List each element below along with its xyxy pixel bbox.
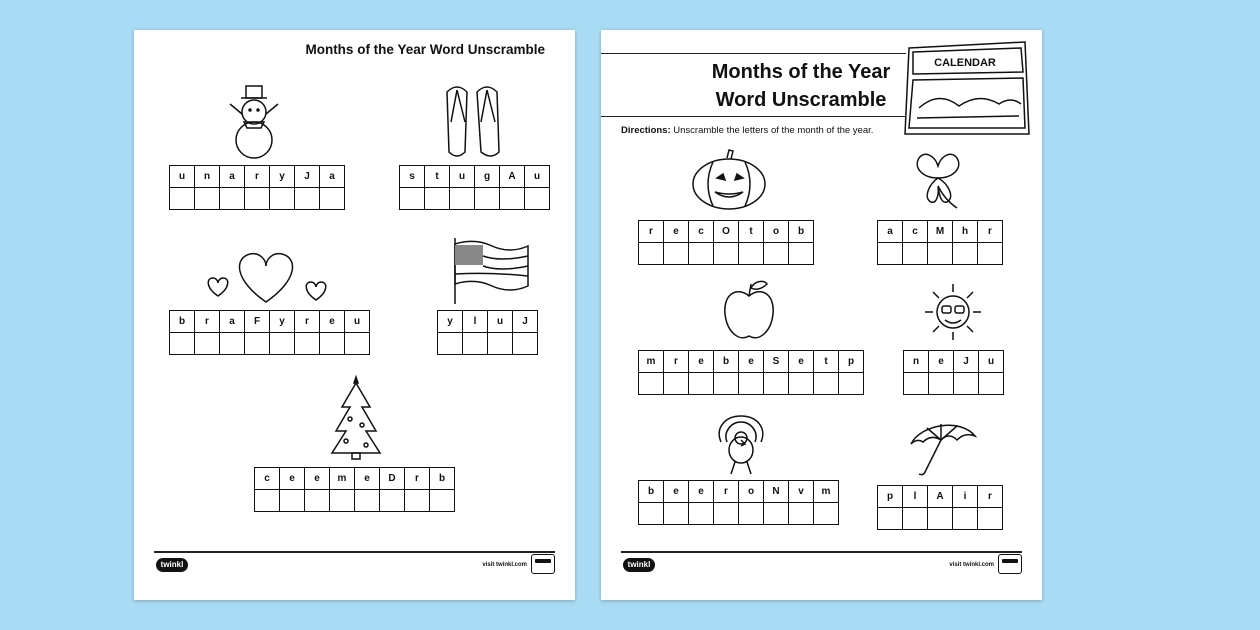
letter-cell: t [739, 221, 764, 243]
scrambled-letters-row [400, 166, 550, 188]
heart-icon [204, 248, 329, 308]
answer-cell[interactable] [220, 188, 245, 210]
calendar-label: CALENDAR [934, 57, 996, 69]
scrambled-letters-row [255, 468, 455, 490]
directions [621, 125, 873, 136]
letter-cell: r [245, 166, 270, 188]
letter-cell: r [664, 351, 689, 373]
letter-cell: c [689, 221, 714, 243]
quality-badge-icon [998, 554, 1022, 574]
letter-cell: u [345, 311, 370, 333]
footer-url: visit twinkl.com [482, 562, 527, 568]
pumpkin-icon [689, 148, 769, 212]
scrambled-letters-row [904, 351, 1004, 373]
answer-cell[interactable] [270, 333, 295, 355]
letter-cell: c [903, 221, 928, 243]
letter-cell: e [664, 221, 689, 243]
letter-cell: p [839, 351, 864, 373]
letter-cell: S [764, 351, 789, 373]
letter-cell: u [979, 351, 1004, 373]
letter-cell: b [639, 481, 664, 503]
answer-cell[interactable] [475, 188, 500, 210]
scrambled-letters-row [639, 351, 864, 373]
answer-cell[interactable] [954, 373, 979, 395]
worksheet-right [601, 30, 1042, 600]
answer-cell[interactable] [714, 243, 739, 265]
answer-cell[interactable] [280, 490, 305, 512]
apple-icon [721, 278, 777, 344]
answer-cell[interactable] [330, 490, 355, 512]
answer-cell[interactable] [979, 373, 1004, 395]
footer-divider [621, 551, 1022, 553]
letter-cell: e [355, 468, 380, 490]
answer-cell[interactable] [295, 333, 320, 355]
answer-row [639, 503, 839, 525]
letter-cell: r [195, 311, 220, 333]
answer-cell[interactable] [764, 503, 789, 525]
footer-divider [154, 551, 555, 553]
answer-cell[interactable] [929, 373, 954, 395]
answer-cell[interactable] [928, 243, 953, 265]
letter-cell: m [330, 468, 355, 490]
puzzle-grid-1 [169, 165, 345, 210]
letter-cell: r [405, 468, 430, 490]
letter-cell: t [814, 351, 839, 373]
quality-badge-icon [531, 554, 555, 574]
directions-label: Directions: [621, 125, 671, 136]
letter-cell: r [295, 311, 320, 333]
answer-cell[interactable] [904, 373, 929, 395]
letter-cell: t [425, 166, 450, 188]
letter-cell: r [978, 486, 1003, 508]
letter-cell: b [714, 351, 739, 373]
scrambled-letters-row [639, 221, 814, 243]
flip-flops-icon [441, 82, 505, 162]
calendar-icon [899, 38, 1035, 138]
answer-cell[interactable] [270, 188, 295, 210]
letter-cell: e [929, 351, 954, 373]
title-line-2: Word Unscramble [715, 89, 887, 111]
answer-cell[interactable] [463, 333, 488, 355]
letter-cell: N [764, 481, 789, 503]
answer-row [904, 373, 1004, 395]
answer-cell[interactable] [400, 188, 425, 210]
answer-cell[interactable] [953, 243, 978, 265]
letter-cell: g [475, 166, 500, 188]
answer-cell[interactable] [355, 490, 380, 512]
answer-cell[interactable] [764, 243, 789, 265]
answer-cell[interactable] [639, 373, 664, 395]
twinkl-logo: twinkl [623, 558, 655, 572]
letter-cell: n [904, 351, 929, 373]
answer-row [170, 333, 370, 355]
shamrock-icon [903, 148, 973, 212]
answer-cell[interactable] [764, 373, 789, 395]
letter-cell: u [525, 166, 550, 188]
worksheet-title: Months of the Year Word Unscramble [305, 42, 545, 57]
letter-cell: a [220, 166, 245, 188]
answer-cell[interactable] [345, 333, 370, 355]
answer-cell[interactable] [714, 503, 739, 525]
letter-cell: A [928, 486, 953, 508]
letter-cell: e [320, 311, 345, 333]
answer-row [878, 243, 1003, 265]
letter-cell: M [928, 221, 953, 243]
snowman-icon [224, 78, 284, 160]
answer-row [438, 333, 538, 355]
answer-cell[interactable] [220, 333, 245, 355]
puzzle-grid-10 [638, 480, 839, 525]
letter-cell: h [953, 221, 978, 243]
answer-cell[interactable] [438, 333, 463, 355]
answer-row [639, 373, 864, 395]
answer-cell[interactable] [525, 188, 550, 210]
sun-icon [923, 282, 983, 342]
letter-cell: o [739, 481, 764, 503]
letter-cell: A [500, 166, 525, 188]
letter-cell: l [903, 486, 928, 508]
letter-cell: i [953, 486, 978, 508]
answer-cell[interactable] [500, 188, 525, 210]
letter-cell: u [170, 166, 195, 188]
answer-cell[interactable] [978, 243, 1003, 265]
title-top-rule [601, 53, 906, 54]
answer-cell[interactable] [689, 373, 714, 395]
answer-cell[interactable] [450, 188, 475, 210]
puzzle-grid-5 [254, 467, 455, 512]
answer-cell[interactable] [170, 333, 195, 355]
letter-cell: u [488, 311, 513, 333]
answer-cell[interactable] [814, 503, 839, 525]
letter-cell: b [430, 468, 455, 490]
answer-cell[interactable] [953, 508, 978, 530]
answer-cell[interactable] [639, 243, 664, 265]
letter-cell: y [270, 311, 295, 333]
letter-cell: e [789, 351, 814, 373]
letter-cell: J [295, 166, 320, 188]
letter-cell: m [814, 481, 839, 503]
letter-cell: J [954, 351, 979, 373]
answer-row [170, 188, 345, 210]
letter-cell: o [764, 221, 789, 243]
answer-cell[interactable] [789, 243, 814, 265]
answer-cell[interactable] [513, 333, 538, 355]
letter-cell: a [320, 166, 345, 188]
letter-cell: a [220, 311, 245, 333]
scrambled-letters-row [170, 311, 370, 333]
answer-cell[interactable] [789, 373, 814, 395]
scrambled-letters-row [170, 166, 345, 188]
christmas-tree-icon [330, 375, 382, 461]
answer-cell[interactable] [903, 243, 928, 265]
answer-row [639, 243, 814, 265]
worksheet-left [134, 30, 575, 600]
answer-cell[interactable] [430, 490, 455, 512]
letter-cell: b [789, 221, 814, 243]
umbrella-icon [907, 418, 979, 478]
puzzle-grid-2 [399, 165, 550, 210]
answer-cell[interactable] [714, 373, 739, 395]
answer-row [255, 490, 455, 512]
puzzle-grid-6 [638, 220, 814, 265]
letter-cell: D [380, 468, 405, 490]
answer-cell[interactable] [639, 503, 664, 525]
answer-cell[interactable] [488, 333, 513, 355]
footer-url: visit twinkl.com [949, 562, 994, 568]
answer-cell[interactable] [195, 333, 220, 355]
answer-cell[interactable] [789, 503, 814, 525]
letter-cell: r [978, 221, 1003, 243]
letter-cell: y [270, 166, 295, 188]
puzzle-grid-11 [877, 485, 1003, 530]
answer-cell[interactable] [739, 243, 764, 265]
twinkl-logo: twinkl [156, 558, 188, 572]
letter-cell: e [689, 351, 714, 373]
letter-cell: p [878, 486, 903, 508]
letter-cell: l [463, 311, 488, 333]
answer-cell[interactable] [255, 490, 280, 512]
answer-cell[interactable] [664, 243, 689, 265]
answer-cell[interactable] [664, 503, 689, 525]
puzzle-grid-7 [877, 220, 1003, 265]
letter-cell: s [400, 166, 425, 188]
letter-cell: n [195, 166, 220, 188]
letter-cell: e [305, 468, 330, 490]
puzzle-grid-9 [903, 350, 1004, 395]
letter-cell: e [739, 351, 764, 373]
answer-cell[interactable] [405, 490, 430, 512]
letter-cell: b [170, 311, 195, 333]
answer-cell[interactable] [320, 188, 345, 210]
letter-cell: e [689, 481, 714, 503]
answer-cell[interactable] [878, 243, 903, 265]
letter-cell: m [639, 351, 664, 373]
letter-cell: c [255, 468, 280, 490]
answer-cell[interactable] [425, 188, 450, 210]
answer-cell[interactable] [689, 503, 714, 525]
letter-cell: F [245, 311, 270, 333]
letter-cell: O [714, 221, 739, 243]
answer-cell[interactable] [170, 188, 195, 210]
letter-cell: v [789, 481, 814, 503]
answer-row [400, 188, 550, 210]
answer-cell[interactable] [928, 508, 953, 530]
letter-cell: a [878, 221, 903, 243]
answer-row [878, 508, 1003, 530]
puzzle-grid-8 [638, 350, 864, 395]
letter-cell: e [664, 481, 689, 503]
answer-cell[interactable] [814, 373, 839, 395]
answer-cell[interactable] [245, 333, 270, 355]
title-bottom-rule [601, 116, 906, 117]
title-line-1: Months of the Year [711, 61, 891, 83]
directions-text: Unscramble the letters of the month of the year. [673, 125, 874, 136]
letter-cell: r [639, 221, 664, 243]
answer-cell[interactable] [739, 373, 764, 395]
answer-cell[interactable] [689, 243, 714, 265]
scrambled-letters-row [438, 311, 538, 333]
scrambled-letters-row [639, 481, 839, 503]
answer-cell[interactable] [305, 490, 330, 512]
answer-cell[interactable] [195, 188, 220, 210]
answer-cell[interactable] [978, 508, 1003, 530]
letter-cell: r [714, 481, 739, 503]
scrambled-letters-row [878, 486, 1003, 508]
answer-cell[interactable] [739, 503, 764, 525]
flag-icon [450, 236, 530, 306]
letter-cell: J [513, 311, 538, 333]
turkey-icon [711, 412, 771, 478]
letter-cell: e [280, 468, 305, 490]
puzzle-grid-3 [169, 310, 370, 355]
answer-cell[interactable] [245, 188, 270, 210]
scrambled-letters-row [878, 221, 1003, 243]
answer-cell[interactable] [320, 333, 345, 355]
letter-cell: y [438, 311, 463, 333]
answer-cell[interactable] [295, 188, 320, 210]
answer-cell[interactable] [380, 490, 405, 512]
puzzle-grid-4 [437, 310, 538, 355]
answer-cell[interactable] [664, 373, 689, 395]
answer-cell[interactable] [903, 508, 928, 530]
answer-cell[interactable] [878, 508, 903, 530]
letter-cell: u [450, 166, 475, 188]
answer-cell[interactable] [839, 373, 864, 395]
